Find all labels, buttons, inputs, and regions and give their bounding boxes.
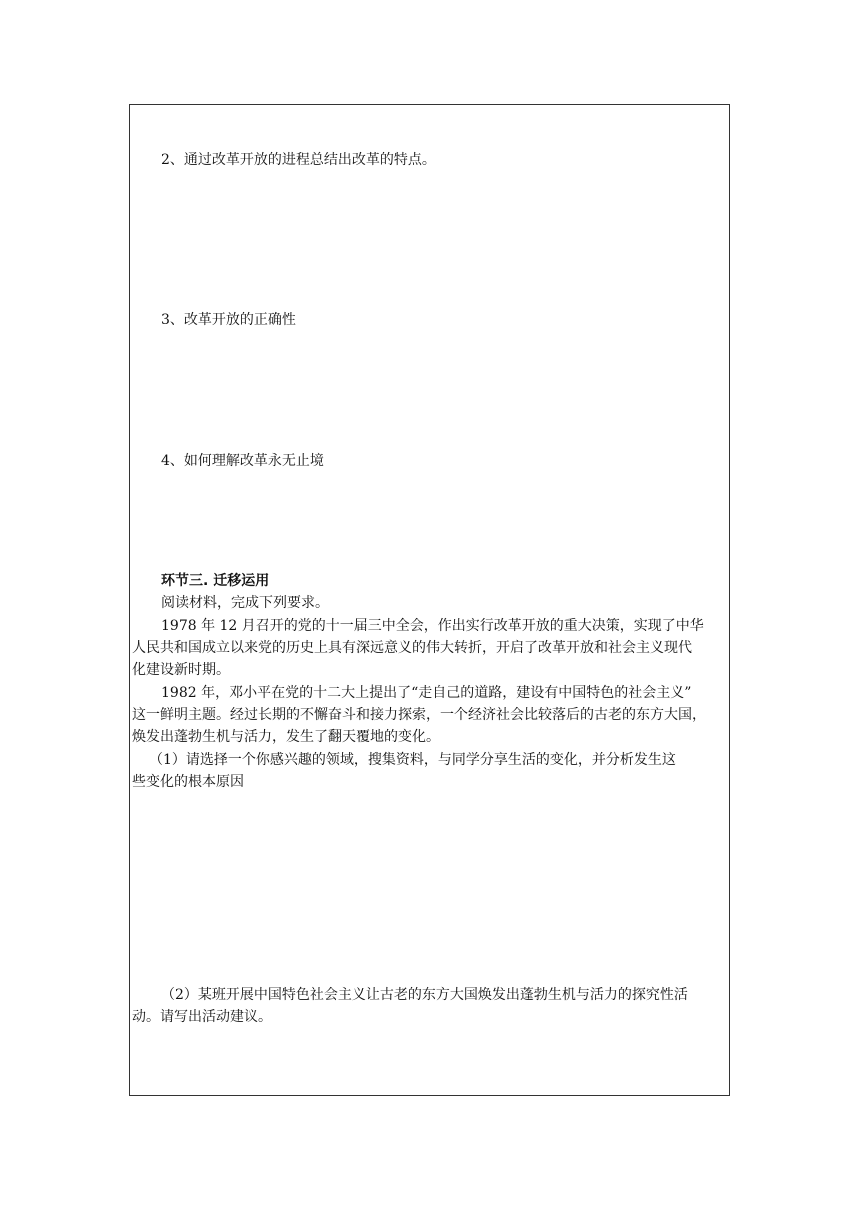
task-1-line-1: （1）请选择一个你感兴趣的领域，搜集资料，与同学分享生活的变化，并分析发生这 — [149, 752, 676, 768]
material-1-line-3: 化建设新时期。 — [132, 662, 230, 678]
reading-instruction: 阅读材料，完成下列要求。 — [161, 595, 329, 611]
task-2-line-1: （2）某班开展中国特色社会主义让古老的东方大国焕发出蓬勃生机与活力的探究性活 — [161, 987, 688, 1003]
question-4: 4、如何理解改革永无止境 — [161, 453, 324, 469]
material-2-line-3: 焕发出蓬勃生机与活力，发生了翻天覆地的变化。 — [132, 729, 440, 745]
section-heading: 环节三. 迁移运用 — [161, 573, 270, 589]
material-paragraph-1 — [132, 615, 727, 681]
material-paragraph-2 — [132, 682, 727, 748]
question-2: 2、通过改革开放的进程总结出改革的特点。 — [161, 152, 436, 168]
material-2-line-2: 这一鲜明主题。经过长期的不懈奋斗和接力探索，一个经济社会比较落后的古老的东方大国， — [132, 707, 706, 723]
question-3: 3、改革开放的正确性 — [161, 312, 296, 328]
task-2 — [132, 984, 727, 1028]
task-1 — [132, 749, 727, 793]
task-2-line-2: 动。请写出活动建议。 — [132, 1009, 272, 1025]
worksheet-table — [129, 104, 730, 1096]
material-2-line-1: 1982 年，邓小平在党的十二大上提出了“走自己的道路，建设有中国特色的社会主义” — [161, 685, 692, 701]
task-1-line-2: 些变化的根本原因 — [132, 774, 244, 790]
material-1-line-2: 人民共和国成立以来党的历史上具有深远意义的伟大转折，开启了改革开放和社会主义现代 — [132, 640, 692, 656]
material-1-line-1: 1978 年 12 月召开的党的十一届三中全会，作出实行改革开放的重大决策，实现了中华 — [161, 618, 704, 634]
